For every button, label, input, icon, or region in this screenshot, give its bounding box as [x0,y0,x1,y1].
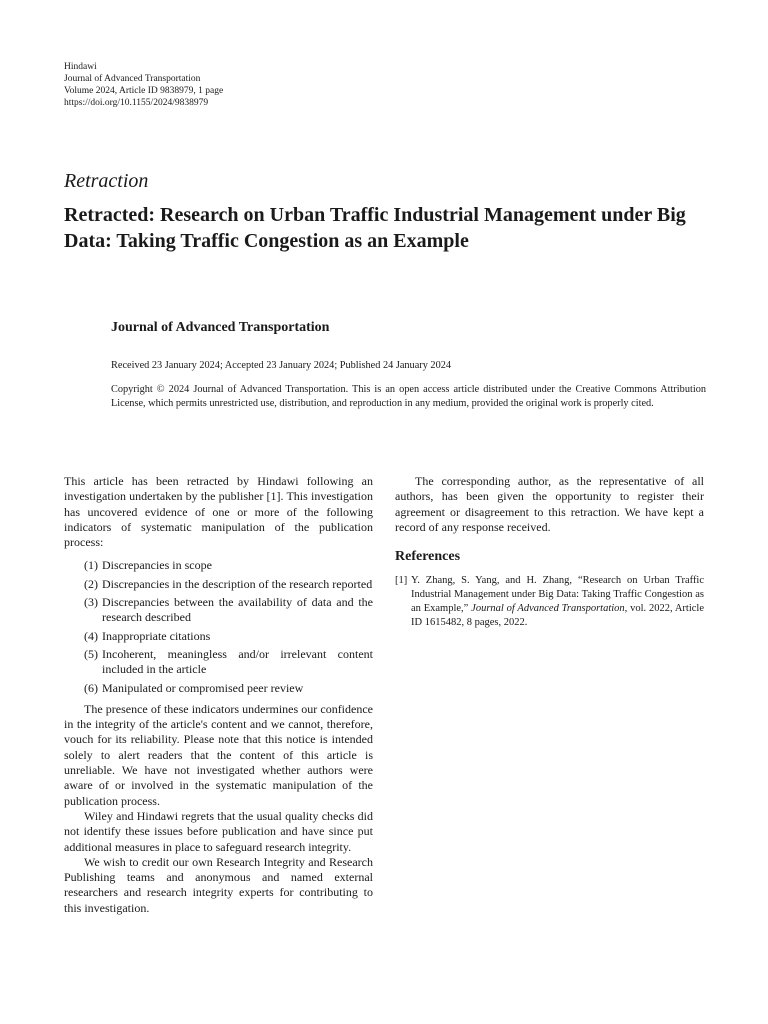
left-column [64,474,373,916]
journal-name-header: Journal of Advanced Transportation [64,74,201,84]
list-item-number: (6) [84,680,98,695]
list-item-number: (3) [84,595,98,610]
list-item [64,647,373,678]
publisher-name: Hindawi [64,62,97,72]
reference-text[interactable] [411,574,704,630]
indicator-list [64,558,373,695]
copyright-notice: Copyright © 2024 Journal of Advanced Transportation. This is an open access article distributed under the Creative Commons Attribution License, which permits unrestricted use, distribution, and reproduction in any medium, provided the original work is properly cited. [111,384,706,409]
presence-paragraph: The presence of these indicators undermines our confidence in the integrity of the article's content and we cannot, therefore, vouch for its reliability. Please note that this notice is intended solely to alert readers that the content of this article is unreliable. We have not investigated whether authors were aware of or involved in the systematic manipulation of the publication process. [64,701,373,808]
list-item [64,558,373,573]
list-item [64,629,373,644]
list-item-number: (4) [84,628,98,643]
list-item-number: (2) [84,576,98,591]
article-title: Retracted: Research on Urban Traffic Industrial Management under Big Data: Taking Traffic Congestion as an Example [64,204,686,252]
article-type: Retraction [64,170,149,192]
wiley-paragraph: Wiley and Hindawi regrets that the usual quality checks did not identify these issues before publication and have since put additional measures in place to safeguard research integrity. [64,808,373,854]
volume-info: Volume 2024, Article ID 9838979, 1 page [64,86,224,96]
author-line: Journal of Advanced Transportation [111,320,330,335]
list-item-text: Incoherent, meaningless and/or irrelevant content included in the article [102,646,373,677]
list-item-number: (1) [84,558,98,573]
list-item-text: Discrepancies in the description of the research reported [102,576,373,591]
references-heading: References [395,549,461,565]
publication-dates: Received 23 January 2024; Accepted 23 January 2024; Published 24 January 2024 [111,360,452,371]
author-response-paragraph: The corresponding author, as the representative of all authors, has been given the opportunity to register their agreement or disagreement to this retraction. We have kept a record of any response received. [395,474,704,534]
list-item-text: Discrepancies in scope [102,558,212,573]
intro-paragraph: This article has been retracted by Hindawi following an investigation undertaken by the publisher [1]. This investigation has uncovered evidence of one or more of the following indicators of systematic manipulation of the publication process: [64,474,373,550]
list-item-text: Manipulated or compromised peer review [102,680,304,695]
list-item [64,577,373,592]
reference-journal: Journal of Advanced Transportation [471,603,625,615]
reference-details: , vol. 2022, Article ID 1615482, 8 pages, 2022. [411,603,704,629]
list-item-number: (5) [84,646,98,661]
masthead [64,61,223,109]
list-item [64,681,373,696]
list-item-text: Discrepancies between the availability of data and the research described [102,595,373,625]
list-item-text: Inappropriate citations [102,628,211,643]
right-column [395,474,704,630]
doi-link[interactable]: https://doi.org/10.1155/2024/9838979 [64,98,209,108]
reference-number: [1] [395,575,408,587]
reference-entry [395,574,704,630]
list-item [64,595,373,626]
credit-paragraph: We wish to credit our own Research Integrity and Research Publishing teams and anonymous and named external researchers and research integrity experts for contributing to this investigation. [64,854,373,915]
reference-authors-title: Y. Zhang, S. Yang, and H. Zhang, “Research on Urban Traffic Industrial Management under Big Data: Taking Traffic Congestion as an Example,” [411,575,704,615]
